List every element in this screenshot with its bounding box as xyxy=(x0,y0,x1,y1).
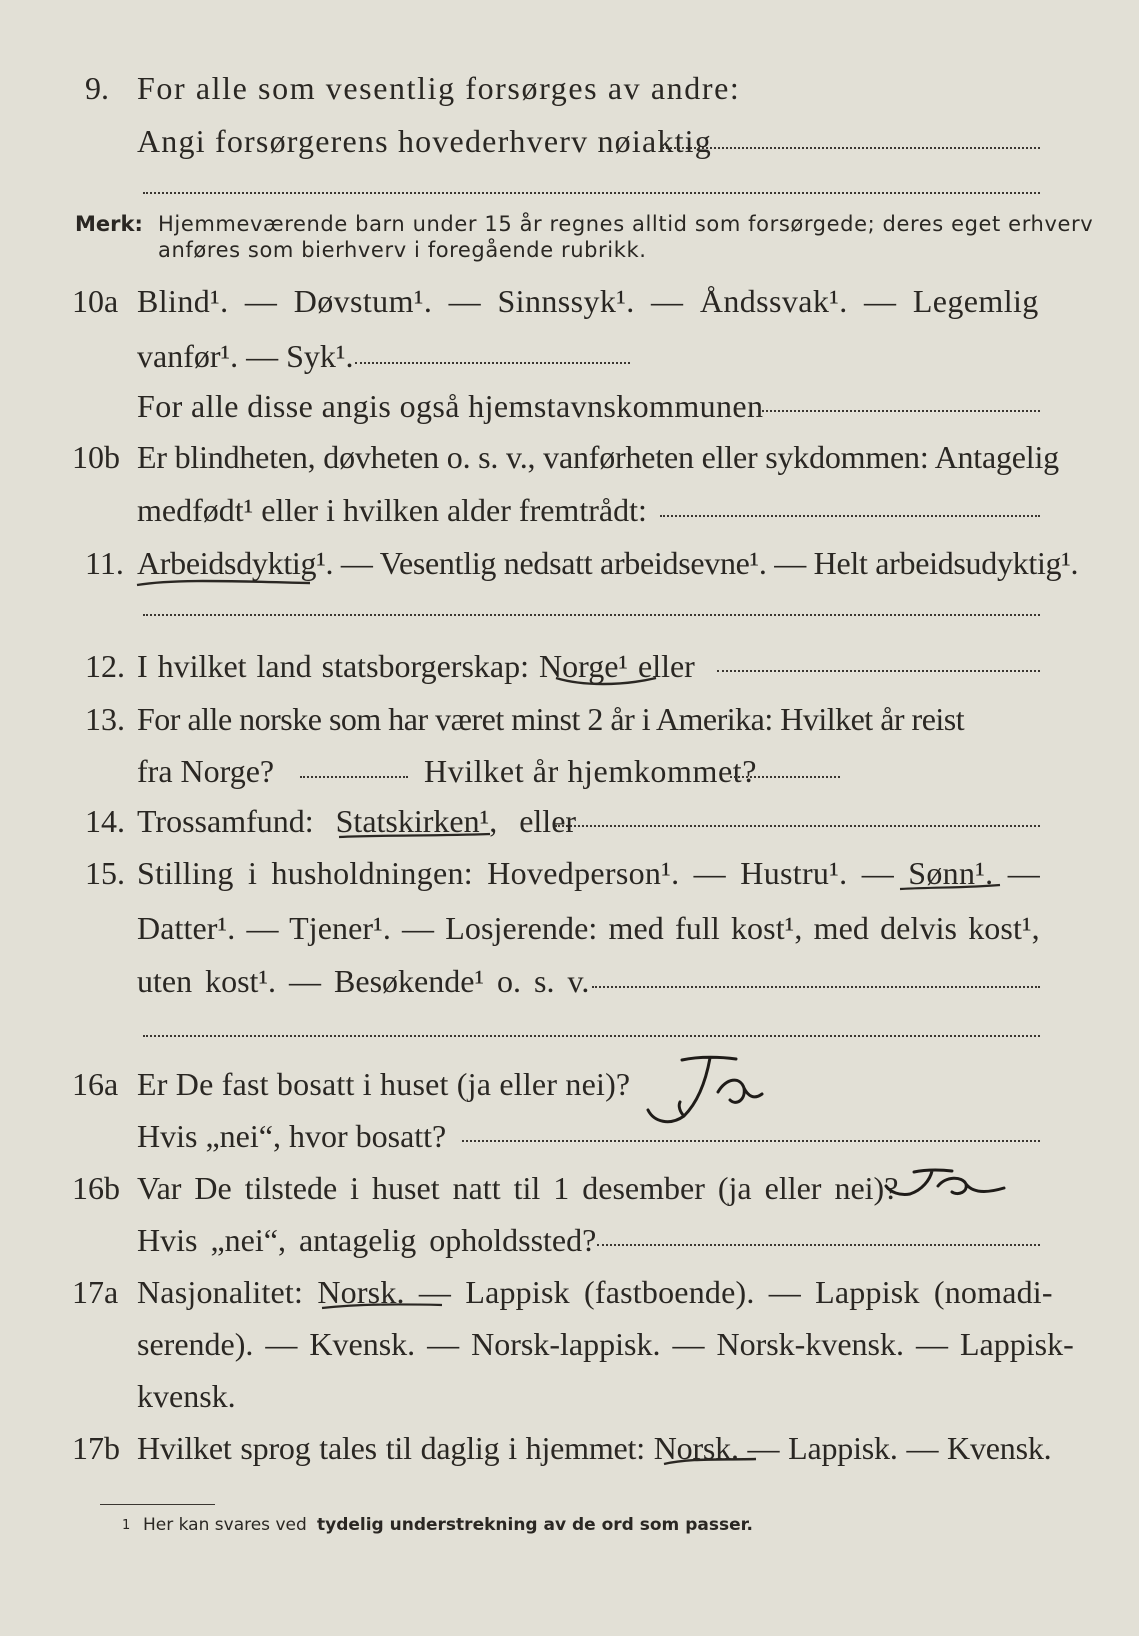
q16b-handwritten-ja xyxy=(880,1166,1010,1202)
q17a-line3: kvensk. xyxy=(137,1378,236,1414)
q12-number: 12. xyxy=(85,648,125,684)
q14-number: 14. xyxy=(85,803,125,839)
q13-line2b: Hvilket år hjemkommet? xyxy=(424,753,758,789)
q13-line2a: fra Norge? xyxy=(137,753,275,789)
q10a-number: 10a xyxy=(72,283,119,319)
q15-number: 15. xyxy=(85,855,125,891)
q16b-answer-field[interactable] xyxy=(597,1244,1040,1246)
q10b-line1: Er blindheten, døvheten o. s. v., vanførheten eller sykdommen: Antagelig xyxy=(137,439,1059,475)
q17a-underline-mark xyxy=(318,1298,448,1314)
footnote-mark: 1 xyxy=(122,1518,131,1533)
q15-line2: Datter¹. — Tjener¹. — Losjerende: med full kost¹, med delvis kost¹, xyxy=(137,910,1040,946)
q17b-underline-mark xyxy=(660,1452,760,1472)
merk-line1: Hjemmeværende barn under 15 år regnes alltid som forsørgede; deres eget erhverv xyxy=(158,212,1094,236)
q12-line1: I hvilket land statsborgerskap: Norge¹ eller xyxy=(137,648,695,684)
q16b-line2: Hvis „nei“, antagelig opholdssted? xyxy=(137,1222,597,1258)
q16b-answer-text: Ja xyxy=(880,1166,881,1167)
q15-answer-field[interactable] xyxy=(592,986,1040,988)
q17b-number: 17b xyxy=(72,1430,120,1466)
q16a-handwritten-ja xyxy=(640,1050,770,1130)
q10a-hjemstavn-field[interactable] xyxy=(762,410,1040,412)
q16a-answer-text: Ja xyxy=(640,1050,641,1051)
q10a-line2: vanfør¹. — Syk¹. xyxy=(137,338,354,374)
q14-answer-field[interactable] xyxy=(555,825,1040,827)
q15-line3: uten kost¹. — Besøkende¹ o. s. v. xyxy=(137,963,590,999)
q10a-line3: For alle disse angis også hjemstavnskommunen xyxy=(137,388,764,424)
q10a-answer-field[interactable] xyxy=(355,362,630,364)
q11-underline-mark xyxy=(134,573,314,593)
q15-answer-field-2[interactable] xyxy=(143,1035,1040,1037)
merk-line2: anføres som bierhverv i foregående rubrikk. xyxy=(158,238,647,262)
q16a-answer-field[interactable] xyxy=(462,1140,1040,1142)
q14-underline-mark xyxy=(335,829,495,845)
q9-line1: For alle som vesentlig forsørges av andre: xyxy=(137,70,741,106)
q16a-number: 16a xyxy=(72,1066,119,1102)
q17b-line1: Hvilket sprog tales til daglig i hjemmet: Norsk. — Lappisk. — Kvensk. xyxy=(137,1430,1052,1466)
q16a-line2: Hvis „nei“, hvor bosatt? xyxy=(137,1118,447,1154)
q16a-line1: Er De fast bosatt i huset (ja eller nei)? xyxy=(137,1066,631,1102)
footnote-text-a: Her kan svares ved xyxy=(143,1515,307,1535)
q10b-line2: medfødt¹ eller i hvilken alder fremtrådt: xyxy=(137,492,647,528)
q9-line2: Angi forsørgerens hovederhverv nøiaktig xyxy=(137,123,712,159)
q11-line1: Arbeidsdyktig¹. — Vesentlig nedsatt arbeidsevne¹. — Helt arbeidsudyktig¹. xyxy=(137,545,1079,581)
q13-line1: For alle norske som har været minst 2 år i Amerika: Hvilket år reist xyxy=(137,701,965,737)
q10a-line1: Blind¹. — Døvstum¹. — Sinnssyk¹. — Åndssvak¹. — Legemlig xyxy=(137,283,1039,319)
q11-number: 11. xyxy=(85,545,124,581)
footnote-text-b: tydelig understrekning av de ord som passer. xyxy=(317,1515,754,1535)
q15-line1: Stilling i husholdningen: Hovedperson¹. — Hustru¹. — Sønn¹. — xyxy=(137,855,1041,891)
q17a-line1: Nasjonalitet: Norsk. — Lappisk (fastboende). — Lappisk (nomadi- xyxy=(137,1274,1053,1310)
q16b-number: 16b xyxy=(72,1170,120,1206)
q13-hjemkommet-field[interactable] xyxy=(730,776,840,778)
q17a-number: 17a xyxy=(72,1274,119,1310)
q13-number: 13. xyxy=(85,701,125,737)
q12-answer-field[interactable] xyxy=(717,670,1040,672)
q17a-line2: serende). — Kvensk. — Norsk-lappisk. — Norsk-kvensk. — Lappisk- xyxy=(137,1326,1074,1362)
q11-answer-field[interactable] xyxy=(143,614,1040,616)
footnote-rule xyxy=(100,1504,215,1505)
q15-underline-mark xyxy=(896,880,1006,896)
q14-line1: Trossamfund: Statskirken¹, eller xyxy=(137,803,577,839)
q13-reist-field[interactable] xyxy=(300,776,408,778)
q9-answer-field-2[interactable] xyxy=(143,192,1040,194)
q9-answer-field[interactable] xyxy=(662,147,1040,149)
q10b-answer-field[interactable] xyxy=(660,515,1040,517)
q10b-number: 10b xyxy=(72,439,120,475)
q12-underline-mark xyxy=(552,672,662,692)
merk-label: Merk: xyxy=(75,212,143,236)
q9-number: 9. xyxy=(85,70,109,106)
q16b-line1: Var De tilstede i huset natt til 1 desember (ja eller nei)? xyxy=(137,1170,899,1206)
